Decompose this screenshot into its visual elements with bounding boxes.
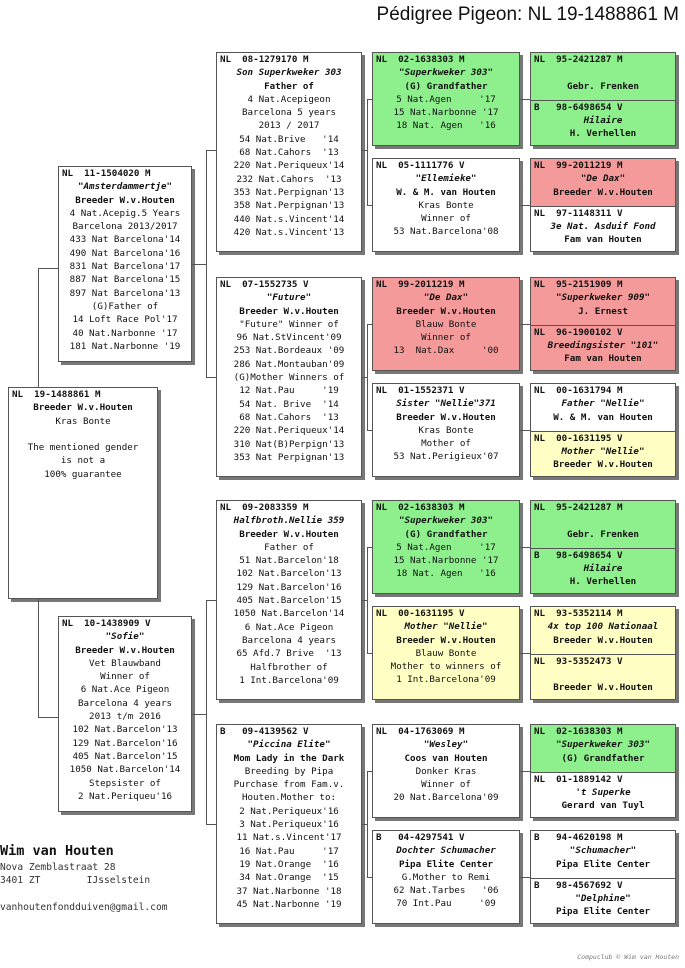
pedigree-line: Winner of <box>421 779 471 791</box>
copyright-footer: Compuclub © Wim van Houten <box>577 953 679 961</box>
ring-number: B 94-4620198 M <box>534 832 623 843</box>
pedigree-line: 253 Nat.Bordeaux '09 <box>233 345 345 357</box>
pedigree-line: 4 Nat.Acepig.5 Years <box>69 207 181 219</box>
pedigree-line: Breeder W.v.Houten <box>75 644 175 656</box>
great-grandparent-card-2 <box>372 158 520 252</box>
pedigree-line: Breeder W.v.Houten <box>239 305 339 317</box>
connector-line <box>206 600 207 824</box>
ring-number: NL 19-1488861 M <box>12 389 101 400</box>
pedigree-line: 4 Nat.Acepigeon <box>247 93 331 105</box>
pedigree-line: Breeder W.v.Houten <box>239 528 339 540</box>
pedigree-line: Barcelona 5 years <box>241 107 337 119</box>
pedigree-line: 102 Nat.Barcelon'13 <box>72 724 178 736</box>
pedigree-line: Mother to winners of <box>390 661 502 673</box>
pedigree-line <box>531 514 675 527</box>
pedigree-line: 't Superke <box>575 786 631 798</box>
pedigree-line: 70 Int.Pau '09 <box>396 898 496 910</box>
pedigree-line: 51 Nat.Barcelon'18 <box>239 555 339 567</box>
ring-number: NL 01-1552371 V <box>376 385 465 396</box>
pedigree-line: Pipa Elite Center <box>555 906 651 918</box>
pedigree-line: 220 Nat.Periqueux'14 <box>233 425 345 437</box>
connector-line <box>520 877 530 878</box>
pedigree-line: Father "Nellie" <box>561 398 645 410</box>
ancestor-box-14 <box>531 772 675 819</box>
pedigree-line: Gebr. Frenken <box>567 80 639 92</box>
pedigree-line: 310 Nat(B)Perpign'13 <box>233 438 345 450</box>
connector-line <box>206 377 216 378</box>
pedigree-line: Gebr. Frenken <box>567 528 639 540</box>
ring-number: NL 11-1504020 M <box>62 168 151 179</box>
ancestor-pair-card-1 <box>530 52 676 146</box>
connector-line <box>367 547 372 548</box>
pedigree-line: 286 Nat.Montauban'09 <box>233 358 345 370</box>
connector-line <box>192 714 206 715</box>
pedigree-line: H. Verhellen <box>569 128 637 140</box>
connector-line <box>206 824 216 825</box>
pedigree-line: 18 Nat. Agen '16 <box>396 568 496 580</box>
pedigree-line: Mother of <box>421 438 471 450</box>
great-grandparent-card-8 <box>372 830 520 924</box>
pedigree-line <box>531 66 675 79</box>
ring-number: NL 99-2011219 M <box>376 279 465 290</box>
ancestor-box-1 <box>531 53 675 100</box>
ring-number: NL 05-1111776 V <box>376 160 465 171</box>
pedigree-line: 15 Nat.Narbonne '17 <box>393 107 499 119</box>
pedigree-line: 490 Nat Barcelona'16 <box>69 247 181 259</box>
pedigree-line: "Superkweker 303" <box>398 67 494 79</box>
connector-line <box>367 324 372 325</box>
pedigree-line: 20 Nat.Barcelona'09 <box>393 792 499 804</box>
ancestor-box-8 <box>531 431 675 478</box>
ring-number: NL 99-2011219 M <box>534 160 623 171</box>
pedigree-line: The mentioned gender <box>27 442 139 454</box>
ring-number: NL 96-1900102 V <box>534 326 623 338</box>
pedigree-line: 433 Nat Barcelona'14 <box>69 234 181 246</box>
grandparent-card-4 <box>216 724 362 924</box>
pedigree-line: "De Dax" <box>580 173 626 185</box>
pedigree-line: 5 Nat.Agen '17 <box>396 93 496 105</box>
pedigree-line: Kras Bonte <box>418 424 474 436</box>
ancestor-box-12 <box>531 654 675 701</box>
pedigree-line: Breeder W.v.Houten <box>553 186 653 198</box>
pedigree-line: Vet Blauwband <box>89 657 161 669</box>
pedigree-line: "Schumacher" <box>569 845 637 857</box>
pedigree-line: 4x top 100 Nationaal <box>547 621 659 633</box>
ancestor-pair-card-3 <box>530 277 676 371</box>
pedigree-line: 358 Nat.Perpignan'13 <box>233 200 345 212</box>
pedigree-line: 1050 Nat.Barcelon'14 <box>69 764 181 776</box>
pedigree-line: Breeder W.v.Houten <box>396 634 496 646</box>
connector-line <box>520 205 530 206</box>
pedigree-line: 65 Afd.7 Brive '13 <box>236 648 342 660</box>
pedigree-line: (G) Grandfather <box>561 752 645 764</box>
ring-number: NL 09-2083359 M <box>220 502 309 513</box>
pedigree-line: 887 Nat Barcelona'15 <box>69 274 181 286</box>
ring-number: NL 07-1552735 V <box>220 279 309 290</box>
ancestor-box-10 <box>531 548 675 595</box>
pedigree-line: Breeder W.v.Houten <box>396 305 496 317</box>
pedigree-line: 2 Nat.Periqueux'16 <box>239 805 339 817</box>
pedigree-line: "Superkweker 303" <box>555 739 651 751</box>
ring-number: NL 00-1631195 V <box>534 432 623 444</box>
pedigree-line: Gerard van Tuyl <box>561 800 645 812</box>
connector-line <box>367 771 368 877</box>
pedigree-line: 129 Nat.Barcelon'16 <box>72 737 178 749</box>
page-title: Pédigree Pigeon: NL 19-1488861 M <box>376 4 679 25</box>
ring-number: NL 04-1763069 M <box>376 726 465 737</box>
pedigree-line: Mother "Nellie" <box>404 621 488 633</box>
ancestor-pair-card-8 <box>530 830 676 924</box>
pedigree-line: Kras Bonte <box>55 415 111 427</box>
pedigree-line <box>9 428 157 441</box>
pedigree-line: Stepsister of <box>89 777 161 789</box>
pedigree-line: "Wesley" <box>423 739 469 751</box>
connector-line <box>367 547 368 653</box>
pedigree-line: Winner of <box>421 332 471 344</box>
great-grandparent-card-4 <box>372 383 520 477</box>
pedigree-line: Breedingsister "101" <box>547 339 659 351</box>
great-grandparent-card-1 <box>372 52 520 146</box>
pedigree-line: "Superkweker 303" <box>398 515 494 527</box>
ancestor-pair-card-4 <box>530 383 676 477</box>
pedigree-line: Purchase from Fam.v. <box>233 779 345 791</box>
sire-card <box>58 166 192 362</box>
pedigree-line: Father of <box>264 80 314 92</box>
ring-number: B 09-4139562 V <box>220 726 309 737</box>
pedigree-line: 1 Int.Barcelona'09 <box>239 674 339 686</box>
ancestor-box-15 <box>531 831 675 878</box>
pedigree-line: 34 Nat.Orange '15 <box>239 872 339 884</box>
ring-number: B 04-4297541 V <box>376 832 465 843</box>
pedigree-line: Breeder W.v.Houten <box>553 634 653 646</box>
connector-line <box>367 877 372 878</box>
pedigree-line: H. Verhellen <box>569 576 637 588</box>
ring-number: B 98-6498654 V <box>534 549 623 561</box>
pedigree-line: W. & M. van Houten <box>396 186 496 198</box>
ring-number: NL 00-1631195 V <box>376 608 465 619</box>
ring-number: NL 93-5352114 M <box>534 608 623 619</box>
pedigree-line: Son Superkweker 303 <box>236 67 342 79</box>
pedigree-line: 129 Nat.Barcelon'16 <box>236 581 342 593</box>
pedigree-line: Breeder W.v.Houten <box>553 459 653 471</box>
ancestor-box-4 <box>531 206 675 253</box>
ring-number: NL 97-1148311 V <box>534 207 623 219</box>
pedigree-line: "De Dax" <box>423 292 469 304</box>
pedigree-line: G.Mother to Remi <box>401 871 491 883</box>
ring-number: NL 93-5352473 V <box>534 655 623 667</box>
ancestor-pair-card-5 <box>530 500 676 594</box>
pedigree-line: 96 Nat.StVincent'09 <box>236 332 342 344</box>
pedigree-line <box>531 668 675 681</box>
grandparent-card-1 <box>216 52 362 252</box>
pedigree-line: 405 Nat.Barcelon'15 <box>72 750 178 762</box>
connector-line <box>520 99 530 100</box>
pedigree-line: 16 Nat.Pau '17 <box>239 845 339 857</box>
pedigree-line: Sister "Nellie"371 <box>396 398 496 410</box>
connector-line <box>192 264 206 265</box>
pedigree-line: 37 Nat.Narbonne '18 <box>236 885 342 897</box>
connector-line <box>520 771 530 772</box>
pedigree-line: 62 Nat.Tarbes '06 <box>393 885 499 897</box>
pedigree-line: (G) Grandfather <box>404 528 488 540</box>
ancestor-pair-card-7 <box>530 724 676 818</box>
pedigree-line: 15 Nat.Narbonne '17 <box>393 555 499 567</box>
pedigree-line: Pipa Elite Center <box>555 858 651 870</box>
pedigree-line: 18 Nat. Agen '16 <box>396 120 496 132</box>
pedigree-line: is not a <box>60 455 106 467</box>
pedigree-line: 2013 t/m 2016 <box>89 711 161 723</box>
ancestor-box-13 <box>531 725 675 772</box>
pedigree-line: Breeding by Pipa <box>244 765 334 777</box>
pedigree-line: 19 Nat.Orange '16 <box>239 858 339 870</box>
pedigree-line: Halfbroth.Nellie 359 <box>233 515 345 527</box>
pedigree-line: Dochter Schumacher <box>396 845 496 857</box>
pedigree-line: 100% guarantee <box>44 468 122 480</box>
ancestor-pair-card-2 <box>530 158 676 252</box>
ancestor-box-9 <box>531 501 675 548</box>
ring-number: NL 95-2421287 M <box>534 502 623 513</box>
pedigree-line: 220 Nat.Periqueux'14 <box>233 160 345 172</box>
pedigree-line: 14 Loft Race Pol'17 <box>72 314 178 326</box>
pedigree-line: (G)Mother Winners of <box>233 372 345 384</box>
great-grandparent-card-5 <box>372 500 520 594</box>
pedigree-line: "Future" Winner of <box>239 318 339 330</box>
ring-number: NL 01-1889142 V <box>534 773 623 785</box>
pedigree-line: 40 Nat.Narbonne '17 <box>72 327 178 339</box>
pedigree-line: 6 Nat.Ace Pigeon <box>80 684 170 696</box>
connector-line <box>520 430 530 431</box>
connector-line <box>206 150 207 377</box>
pedigree-line: Barcelona 4 years <box>241 634 337 646</box>
pedigree-line: W. & M. van Houten <box>553 411 653 423</box>
pedigree-line: Barcelona 4 years <box>77 697 173 709</box>
connector-line <box>367 205 372 206</box>
connector-line <box>367 324 368 430</box>
connector-line <box>520 653 530 654</box>
pedigree-line: Winner of <box>100 671 150 683</box>
owner-name: Wim van Houten <box>0 843 114 859</box>
great-grandparent-card-7 <box>372 724 520 818</box>
pedigree-line: (G)Father of <box>91 300 159 312</box>
ring-number: NL 95-2151909 M <box>534 279 623 290</box>
pedigree-line: 405 Nat.Barcelon'15 <box>236 595 342 607</box>
pedigree-line: 5 Nat.Agen '17 <box>396 541 496 553</box>
connector-line <box>520 547 530 548</box>
pedigree-line: Hilaire <box>583 562 623 574</box>
pedigree-line: 353 Nat.Perpignan'13 <box>233 186 345 198</box>
pedigree-line: Fam van Houten <box>564 353 642 365</box>
ring-number: B 98-6498654 V <box>534 101 623 113</box>
pedigree-line: Kras Bonte <box>418 199 474 211</box>
great-grandparent-card-3 <box>372 277 520 371</box>
ring-number: NL 10-1438909 V <box>62 618 151 629</box>
connector-line <box>367 430 372 431</box>
ring-number: NL 02-1638303 M <box>376 54 465 65</box>
pedigree-line: Barcelona 2013/2017 <box>72 221 178 233</box>
pedigree-line: 13 Nat.Dax '00 <box>393 345 499 357</box>
owner-address-line-2: 3401 ZT IJsselstein <box>0 875 151 886</box>
connector-line <box>38 599 39 717</box>
pedigree-line: 1 Int.Barcelona'09 <box>396 674 496 686</box>
ring-number: NL 02-1638303 M <box>376 502 465 513</box>
pedigree-line: 6 Nat.Ace Pigeon <box>244 621 334 633</box>
connector-line <box>38 268 39 388</box>
connector-line <box>367 653 372 654</box>
pedigree-line: Coos van Houten <box>404 752 488 764</box>
dam-card <box>58 616 192 812</box>
pedigree-line: 53 Nat.Perigieux'07 <box>393 451 499 463</box>
pedigree-line: 440 Nat.s.Vincent'14 <box>233 213 345 225</box>
ancestor-box-3 <box>531 159 675 206</box>
pedigree-line: 232 Nat.Cahors '13 <box>236 173 342 185</box>
pedigree-line: "Ellemieke" <box>415 173 477 185</box>
pedigree-line: "Sofie" <box>105 631 145 643</box>
pedigree-line: Breeder W.v.Houten <box>75 194 175 206</box>
pedigree-line: Halfbrother of <box>250 661 328 673</box>
pedigree-line: (G) Grandfather <box>404 80 488 92</box>
connector-line <box>520 324 530 325</box>
pedigree-line: "Future" <box>266 292 312 304</box>
pedigree-line: "Amsterdammertje" <box>77 181 173 193</box>
pedigree-line: 54 Nat. Brive '14 <box>239 398 339 410</box>
pedigree-line: 3 Nat.Periqueux'16 <box>239 819 339 831</box>
pedigree-line: 2013 / 2017 <box>258 120 320 132</box>
pedigree-line: 831 Nat Barcelona'17 <box>69 261 181 273</box>
connector-line <box>206 600 216 601</box>
ancestor-box-2 <box>531 100 675 147</box>
pedigree-line: 54 Nat.Brive '14 <box>239 133 339 145</box>
pedigree-line: 11 Nat.s.Vincent'17 <box>236 832 342 844</box>
connector-line <box>367 99 368 205</box>
ring-number: NL 08-1279170 M <box>220 54 309 65</box>
ring-number: NL 00-1631794 M <box>534 385 623 396</box>
ancestor-box-16 <box>531 878 675 925</box>
pedigree-line: Winner of <box>421 213 471 225</box>
pedigree-line: Mom Lady in the Dark <box>233 752 345 764</box>
pedigree-line: 181 Nat.Narbonne '19 <box>69 340 181 352</box>
pedigree-line: J. Ernest <box>578 305 628 317</box>
connector-line <box>367 771 372 772</box>
great-grandparent-card-6 <box>372 606 520 700</box>
pedigree-line: 420 Nat.s.Vincent'13 <box>233 226 345 238</box>
pedigree-line: 68 Nat.Cahors '13 <box>239 411 339 423</box>
pedigree-line: 53 Nat.Barcelona'08 <box>393 226 499 238</box>
pedigree-line: 45 Nat.Narbonne '19 <box>236 898 342 910</box>
pedigree-line: "Piccina Elite" <box>247 739 331 751</box>
pedigree-line: Donker Kras <box>415 765 477 777</box>
pedigree-line: Hilaire <box>583 114 623 126</box>
ring-number: NL 02-1638303 M <box>534 726 623 737</box>
connector-line <box>38 268 58 269</box>
pedigree-line: 68 Nat.Cahors '13 <box>239 147 339 159</box>
pedigree-line: 12 Nat.Pau '19 <box>239 385 339 397</box>
pedigree-line: 897 Nat Barcelona'13 <box>69 287 181 299</box>
pedigree-line: Breeder W.v.Houten <box>33 402 133 414</box>
pedigree-line: "Superkweker 909" <box>555 292 651 304</box>
pedigree-line: Blauw Bonte <box>415 647 477 659</box>
owner-email: vanhoutenfondduiven@gmail.com <box>0 902 168 913</box>
pedigree-line: Breeder W.v.Houten <box>553 682 653 694</box>
ancestor-pair-card-6 <box>530 606 676 700</box>
pedigree-line: 1050 Nat.Barcelon'14 <box>233 608 345 620</box>
pedigree-line: Father of <box>264 541 314 553</box>
ancestor-box-7 <box>531 384 675 431</box>
pedigree-line: Pipa Elite Center <box>398 858 494 870</box>
ancestor-box-6 <box>531 325 675 372</box>
connector-line <box>367 99 372 100</box>
pedigree-line: Breeder W.v.Houten <box>396 411 496 423</box>
pedigree-line: Blauw Bonte <box>415 318 477 330</box>
pedigree-line: Mother "Nellie" <box>561 445 645 457</box>
subject-card <box>8 387 158 599</box>
ring-number: NL 95-2421287 M <box>534 54 623 65</box>
pedigree-line: Fam van Houten <box>564 234 642 246</box>
connector-line <box>38 717 58 718</box>
grandparent-card-2 <box>216 277 362 477</box>
ring-number: B 98-4567692 V <box>534 879 623 891</box>
pedigree-line: "Delphine" <box>575 892 631 904</box>
ancestor-box-5 <box>531 278 675 325</box>
pedigree-line: Houten.Mother to: <box>241 792 337 804</box>
pedigree-line: 102 Nat.Barcelon'13 <box>236 568 342 580</box>
pedigree-line: 2 Nat.Periqueu'16 <box>77 790 173 802</box>
connector-line <box>206 150 216 151</box>
owner-address-line-1: Nova Zemblastraat 28 <box>0 862 116 873</box>
grandparent-card-3 <box>216 500 362 700</box>
pedigree-line: 3e Nat. Asduif Fond <box>550 220 656 232</box>
pedigree-line: 353 Nat Perpignan'13 <box>233 451 345 463</box>
ancestor-box-11 <box>531 607 675 654</box>
